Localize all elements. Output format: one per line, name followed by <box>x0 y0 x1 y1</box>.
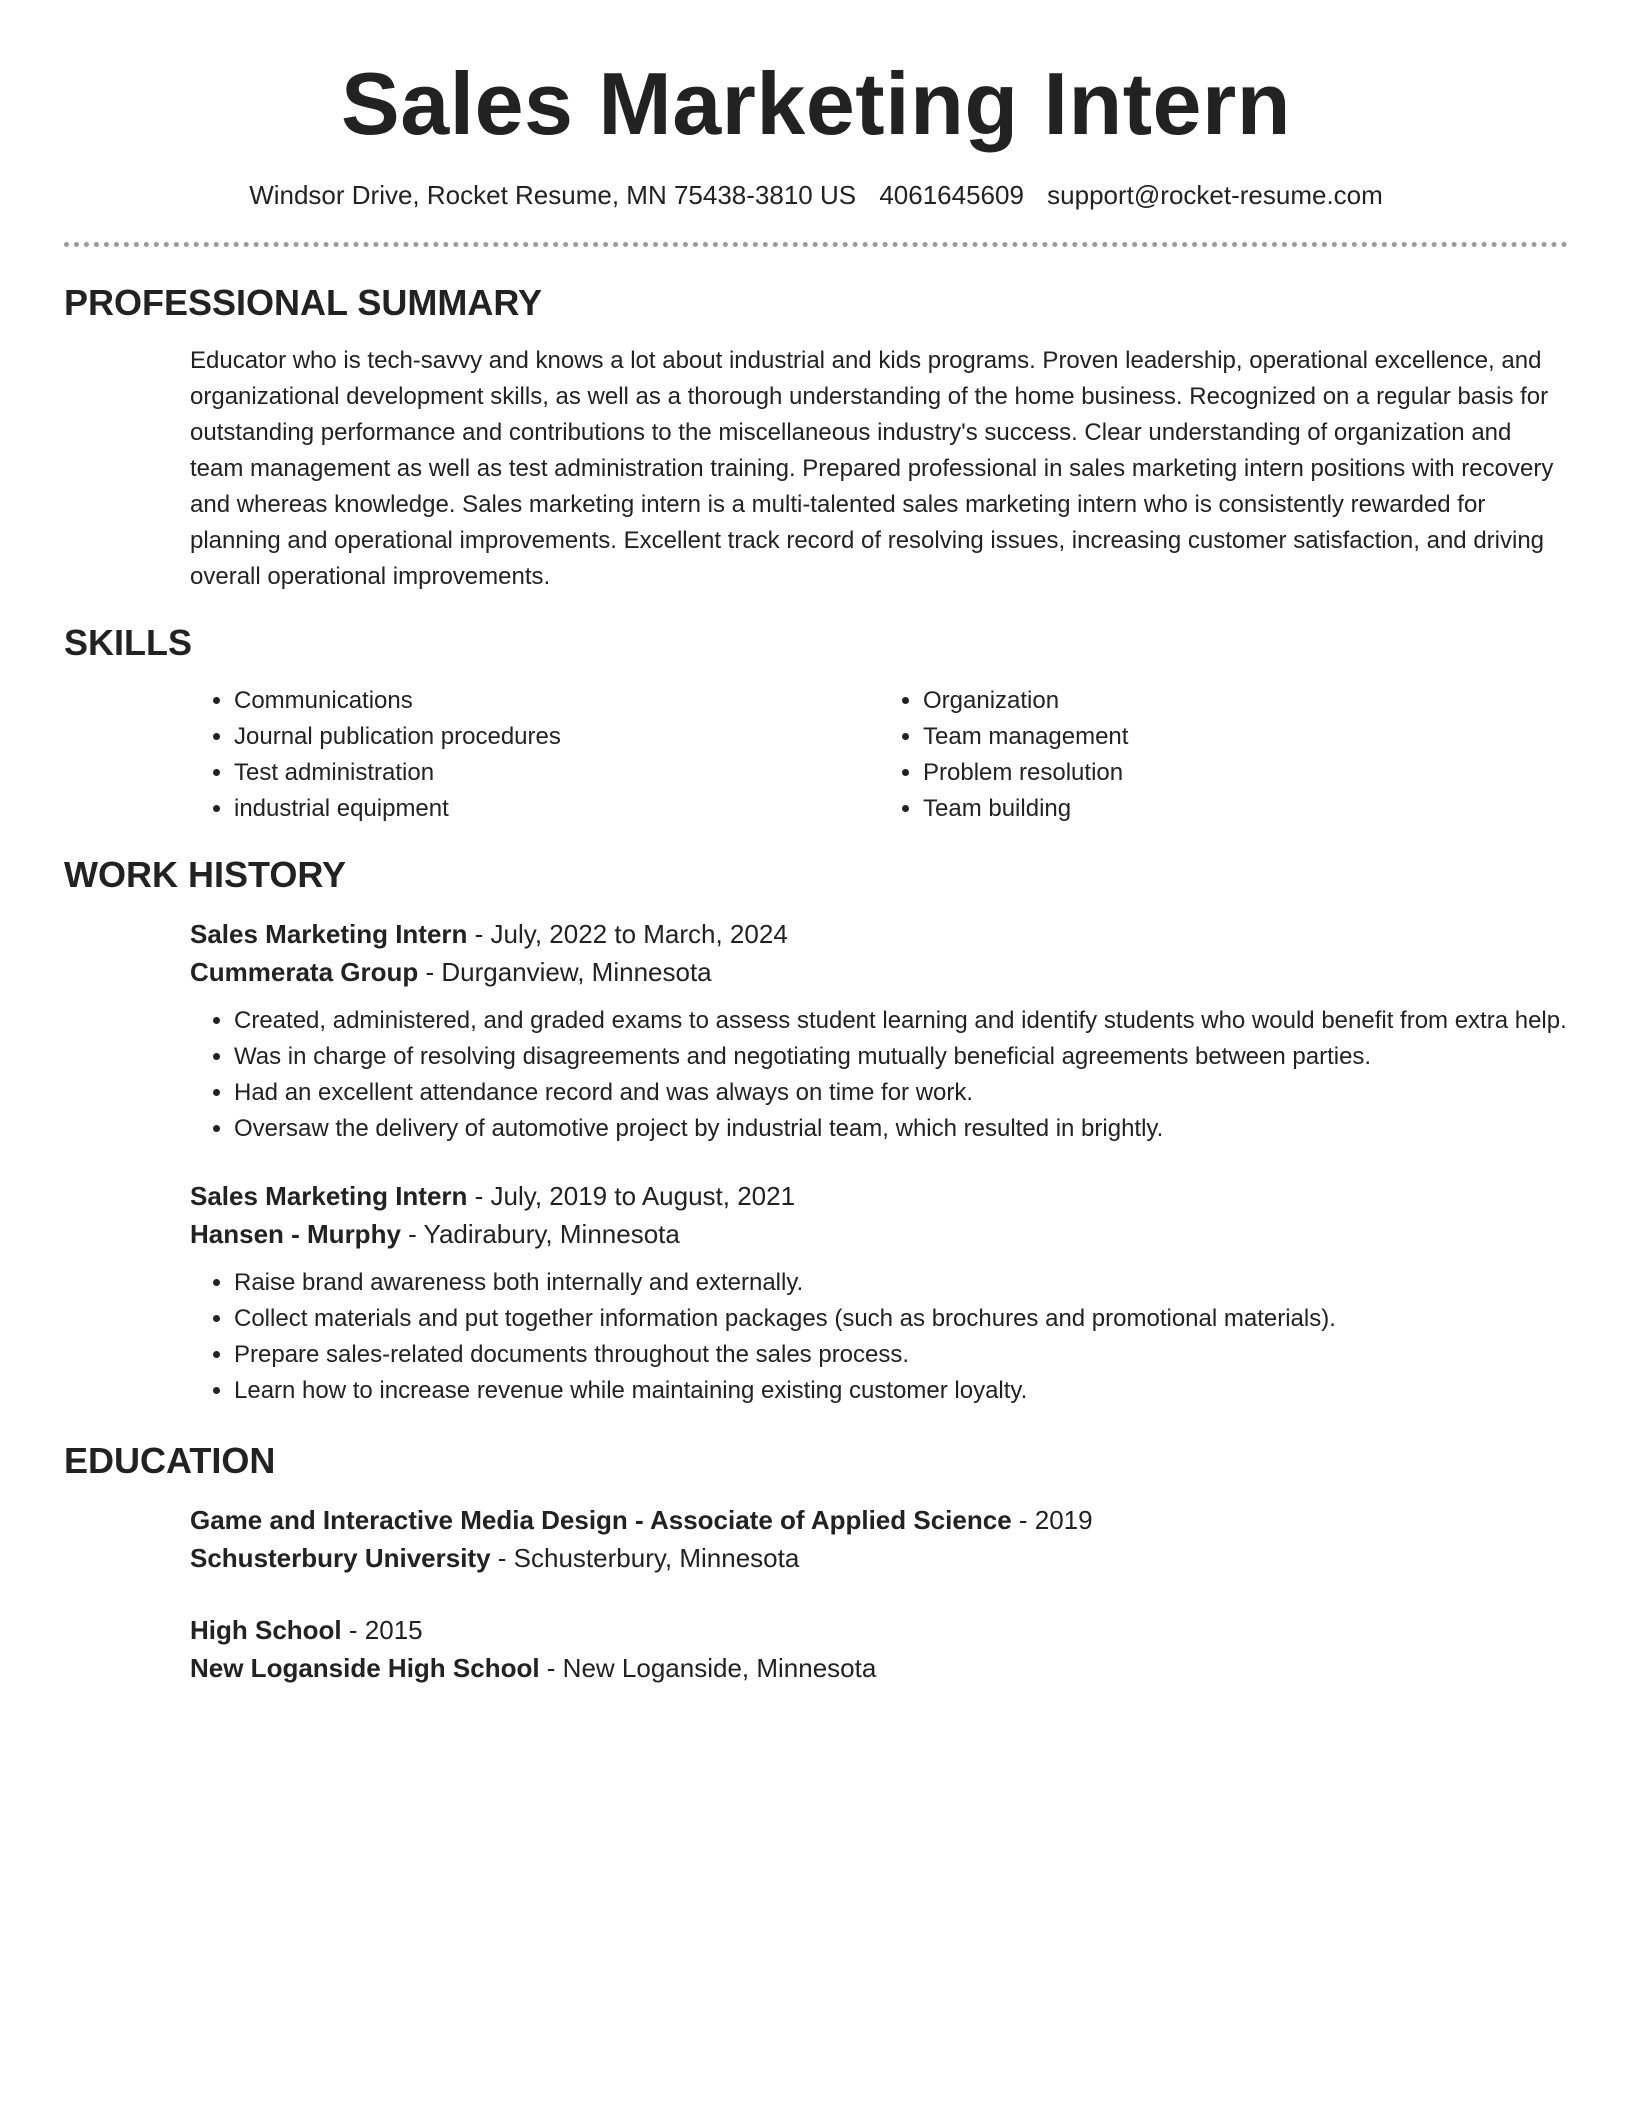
education-year: - 2019 <box>1011 1505 1093 1535</box>
skills-right-column <box>879 683 1568 827</box>
skills-section <box>64 621 1568 827</box>
job-bullet: • Prepare sales-related documents throughout the sales process. <box>234 1337 1568 1373</box>
education-entry <box>190 1611 1568 1687</box>
job-title-line <box>190 1177 1568 1215</box>
section-title-skills: SKILLS <box>64 622 193 663</box>
section-title-work-history: WORK HISTORY <box>64 854 347 895</box>
job-bullet: • Learn how to increase revenue while maintaining existing customer loyalty. <box>234 1373 1568 1409</box>
education-location: - Schusterbury, Minnesota <box>490 1543 800 1573</box>
header-divider <box>64 242 1568 247</box>
job-bullet: • Created, administered, and graded exams to assess student learning and identify students who would benefit from extra help. <box>234 1003 1568 1039</box>
section-title-summary: PROFESSIONAL SUMMARY <box>64 282 543 323</box>
job-dates: - July, 2022 to March, 2024 <box>467 919 788 949</box>
education-school: New Loganside High School <box>190 1653 540 1683</box>
skill-item: • Communications <box>234 683 879 719</box>
skill-item: • Journal publication procedures <box>234 719 879 755</box>
education-degree-line <box>190 1611 1568 1649</box>
skills-grid <box>190 683 1568 827</box>
education-school-line <box>190 1539 1568 1577</box>
education-degree: High School <box>190 1615 342 1645</box>
work-history-section <box>64 853 1568 1409</box>
job-entry <box>190 1177 1568 1409</box>
work-history-content <box>190 915 1568 1409</box>
skill-item: • industrial equipment <box>234 791 879 827</box>
education-degree-line <box>190 1501 1568 1539</box>
job-title: Sales Marketing Intern <box>190 919 468 949</box>
summary-text: Educator who is tech-savvy and knows a lot about industrial and kids programs. Proven leadership, operational excellence, and organizational development skills, as well as a thorough understanding of the home business. Recognized on a regular basis for outstanding performance and contributions to the miscellaneous industry's success. Clear understanding of organization and team management as well as test administration training. Prepared professional in sales marketing intern positions with recovery and whereas knowledge. Sales marketing intern is a multi-talented sales marketing intern who is consistently rewarded for planning and operational improvements. Excellent track record of resolving issues, increasing customer satisfaction, and driving overall operational improvements. <box>190 347 1554 590</box>
contact-line <box>64 178 1568 212</box>
education-year: - 2015 <box>341 1615 423 1645</box>
job-location: - Yadirabury, Minnesota <box>400 1219 680 1249</box>
job-company: Cummerata Group <box>190 957 419 987</box>
professional-summary-section <box>64 281 1568 595</box>
job-title: Sales Marketing Intern <box>190 1181 468 1211</box>
job-company: Hansen - Murphy <box>190 1219 401 1249</box>
skills-left-column <box>190 683 879 827</box>
education-location: - New Loganside, Minnesota <box>539 1653 877 1683</box>
education-school-line <box>190 1649 1568 1687</box>
education-entry <box>190 1501 1568 1577</box>
education-degree: Game and Interactive Media Design - Associate of Applied Science <box>190 1505 1012 1535</box>
job-bullet: • Raise brand awareness both internally and externally. <box>234 1265 1568 1301</box>
job-bullets <box>190 1003 1568 1147</box>
job-location: - Durganview, Minnesota <box>418 957 712 987</box>
job-bullet: • Was in charge of resolving disagreements and negotiating mutually beneficial agreements between parties. <box>234 1039 1568 1075</box>
skill-item: • Test administration <box>234 755 879 791</box>
job-entry <box>190 915 1568 1147</box>
skill-item: • Team building <box>923 791 1568 827</box>
job-company-line <box>190 1215 1568 1253</box>
skill-item: • Organization <box>923 683 1568 719</box>
contact-email: support@rocket-resume.com <box>1047 180 1383 210</box>
contact-address: Windsor Drive, Rocket Resume, MN 75438-3810 US <box>249 180 857 210</box>
skill-item: • Team management <box>923 719 1568 755</box>
job-bullets <box>190 1265 1568 1409</box>
education-section <box>64 1439 1568 1687</box>
education-school: Schusterbury University <box>190 1543 491 1573</box>
section-title-education: EDUCATION <box>64 1440 276 1481</box>
job-bullet: • Collect materials and put together information packages (such as brochures and promotional materials). <box>234 1301 1568 1337</box>
job-dates: - July, 2019 to August, 2021 <box>467 1181 796 1211</box>
summary-content <box>190 343 1568 595</box>
contact-phone: 4061645609 <box>879 180 1024 210</box>
resume-name: Sales Marketing Intern <box>341 54 1291 153</box>
skill-item: • Problem resolution <box>923 755 1568 791</box>
job-bullet: • Had an excellent attendance record and was always on time for work. <box>234 1075 1568 1111</box>
job-bullet: • Oversaw the delivery of automotive project by industrial team, which resulted in brightly. <box>234 1111 1568 1147</box>
education-content <box>190 1501 1568 1687</box>
job-title-line <box>190 915 1568 953</box>
job-company-line <box>190 953 1568 991</box>
